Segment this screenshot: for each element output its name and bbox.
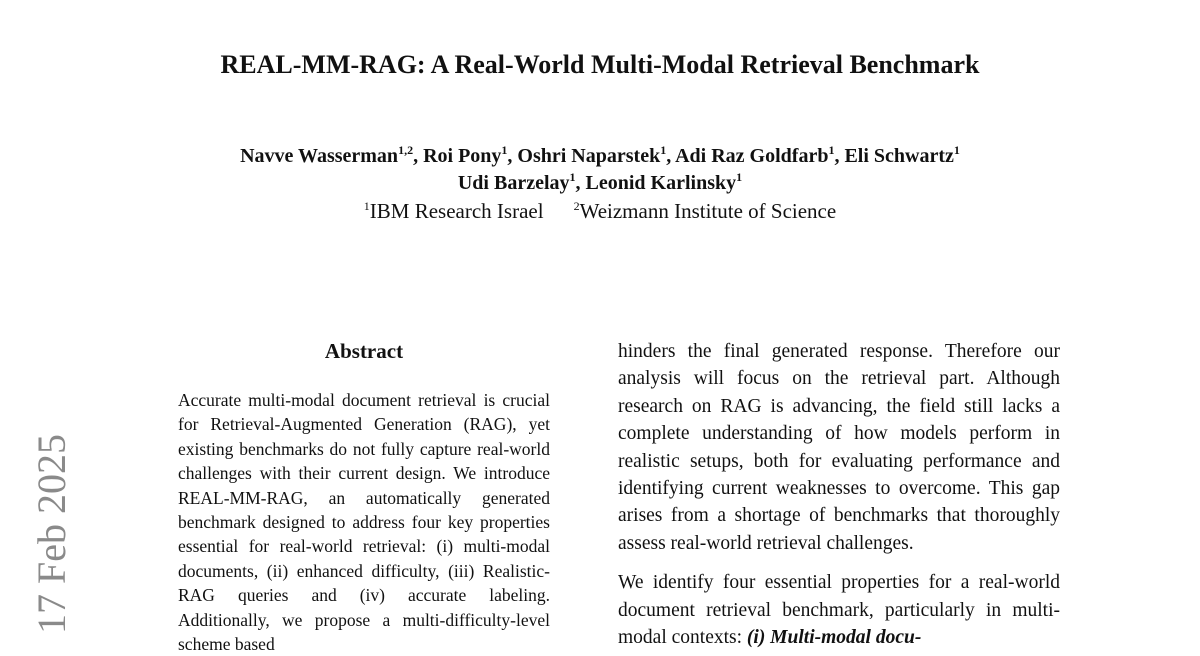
author-name: Oshri Naparstek — [517, 145, 661, 167]
affiliation-marker: 1 — [953, 143, 960, 157]
author-name: Adi Raz Goldfarb — [675, 145, 829, 167]
introduction-column — [618, 338, 1060, 651]
author-name: Navve Wasserman — [240, 145, 399, 167]
author-line-2: Udi Barzelay$^1$, Leonid Karlinsky$^1$ — [457, 170, 743, 194]
affiliation-name: Weizmann Institute of Science — [579, 199, 837, 223]
affiliation-marker: 1 — [501, 143, 508, 157]
affiliations — [0, 198, 1200, 225]
affiliation-marker: 1 — [660, 143, 667, 157]
author-name: Leonid Karlinsky — [585, 172, 737, 194]
affiliation-number: 2 — [573, 199, 580, 213]
abstract-heading: Abstract — [324, 339, 404, 363]
author-name: Udi Barzelay — [457, 172, 570, 194]
author-list — [0, 143, 1200, 197]
author-name: Eli Schwartz — [844, 145, 954, 167]
author-line-1: Navve Wasserman$^{1,2}$, Roi Pony$^1$, Oshri Naparstek$^1$, Adi Raz Goldfarb$^1$, Eli Schwartz$^1$ — [240, 143, 960, 167]
intro-paragraph-2 — [618, 569, 1060, 651]
affiliation-name: IBM Research Israel — [369, 199, 544, 223]
intro-paragraph-2-text: We identify four essential properties for a real-world document retrieval benchmark, particularly in multi-modal contexts: — [618, 572, 1060, 649]
affiliation-marker: 1 — [569, 170, 576, 184]
author-name: Roi Pony — [423, 145, 502, 167]
affiliation-marker: 1 — [828, 143, 835, 157]
affiliation-marker: 1 — [736, 170, 743, 184]
abstract-text: Accurate multi-modal document retrieval is crucial for Retrieval-Augmented Generation (RAG), yet existing benchmarks do not fully capture real-world challenges with their current design. We introduce REAL-MM-RAG, an automatically generated benchmark designed to address four key properties essential for real-world retrieval: (i) multi-modal documents, (ii) enhanced difficulty, (iii) Realistic-RAG queries and (iv) accurate labeling. Additionally, we propose a multi-difficulty-level scheme based — [178, 390, 550, 655]
arxiv-date-stamp: 17 Feb 2025 — [29, 434, 74, 634]
affiliation-marker: 1,2 — [398, 143, 414, 157]
intro-paragraph-1: hinders the final generated response. Therefore our analysis will focus on the retrieval part. Although research on RAG is advancing, the field still lacks a complete understanding of how models perform in realistic setups, both for evaluating performance and identifying current weaknesses to overcome. This gap arises from a shortage of benchmarks that thoroughly assess real-world retrieval challenges. — [618, 341, 1060, 554]
property-emphasis: (i) Multi-modal docu- — [746, 627, 922, 649]
paper-title: REAL-MM-RAG: A Real-World Multi-Modal Retrieval Benchmark — [220, 50, 980, 79]
affiliation-number: 1 — [363, 199, 370, 213]
